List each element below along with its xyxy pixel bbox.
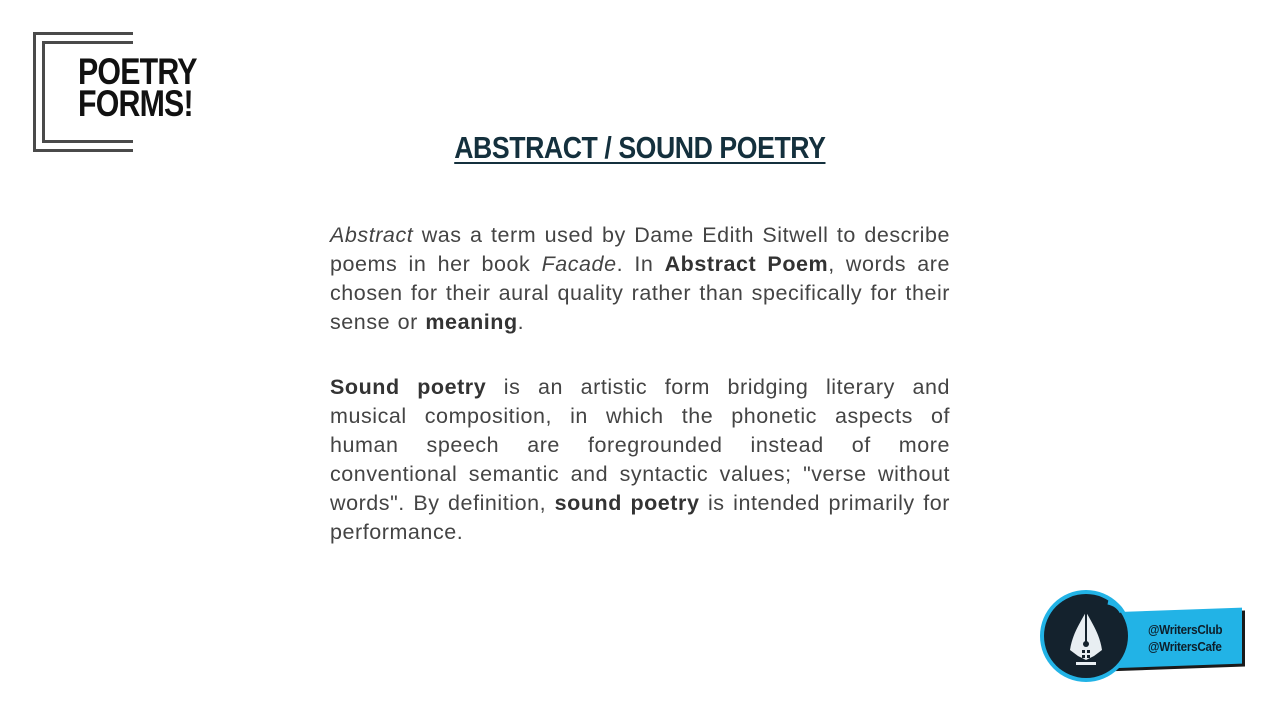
paragraph-sound-poetry: Sound poetry is an artistic form bridging literary and musical composition, in which the phonetic aspects of human speech are foregrounded instead of more conventional semantic and syntactic values; "verse without words". By definition, sound poetry is intended primarily for performance. bbox=[330, 375, 950, 544]
writers-club-badge bbox=[1040, 590, 1250, 690]
book-title-facade: Facade bbox=[541, 252, 617, 276]
logo-line-2: FORMS! bbox=[78, 83, 193, 124]
term-abstract-poem: Abstract Poem bbox=[664, 252, 829, 276]
fountain-pen-nib-icon bbox=[1040, 590, 1132, 682]
body-content bbox=[330, 221, 950, 583]
term-sound-poetry: Sound poetry bbox=[330, 375, 487, 399]
term-sound-poetry-2: sound poetry bbox=[554, 491, 700, 515]
page-title: ABSTRACT / SOUND POETRY bbox=[454, 130, 826, 165]
term-meaning: meaning bbox=[425, 310, 518, 334]
term-abstract: Abstract bbox=[330, 223, 414, 247]
logo-text bbox=[78, 51, 197, 124]
logo-line-1: POETRY bbox=[78, 51, 197, 92]
handle-writers-club: @WritersClub bbox=[1148, 622, 1223, 637]
badge-circle bbox=[1040, 590, 1132, 682]
handle-writers-cafe: @WritersCafe bbox=[1148, 639, 1222, 654]
paragraph-abstract: Abstract was a term used by Dame Edith Sitwell to describe poems in her book Facade. In Abstract Poem, words are chosen for their aural quality rather than specifically for their sense or meaning. bbox=[330, 223, 950, 334]
title-container bbox=[0, 130, 1280, 166]
badge-handles bbox=[1148, 621, 1222, 655]
